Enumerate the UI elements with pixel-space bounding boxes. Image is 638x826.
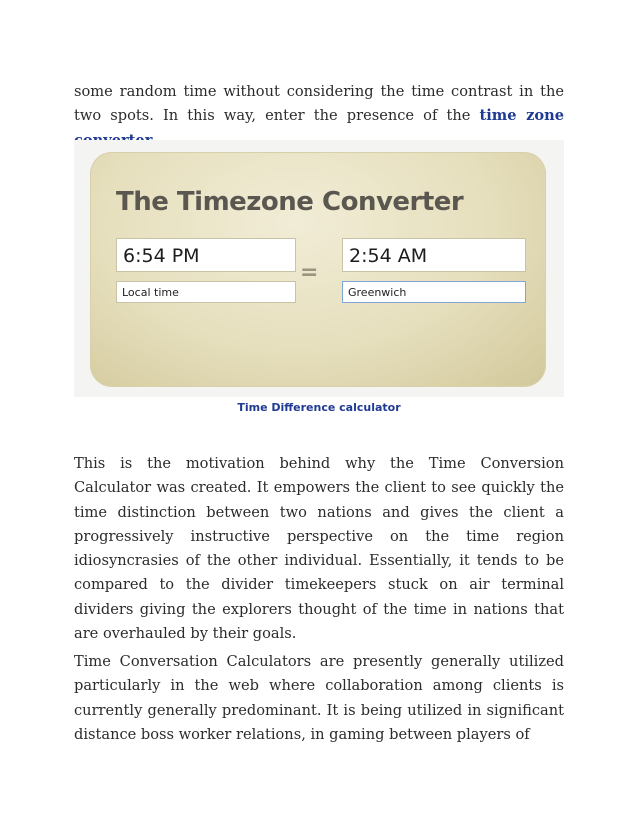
greenwich-label-field[interactable]: Greenwich <box>342 281 526 303</box>
time-zone-converter-link[interactable]: time zone <box>479 107 564 125</box>
intro-text: some random time without considering the time contrast in the two spots. In this way, enter the presence of the <box>74 83 564 125</box>
equals-icon: = <box>300 260 319 285</box>
widget-title: The Timezone Converter <box>116 187 464 217</box>
greenwich-time-field[interactable]: 2:54 AM <box>342 238 526 272</box>
figure-caption: Time Difference calculator <box>237 401 401 414</box>
local-time-field[interactable]: 6:54 PM <box>116 238 296 272</box>
local-time-label-field[interactable]: Local time <box>116 281 296 303</box>
timezone-converter-figure <box>74 140 564 397</box>
body-paragraph-1: This is the motivation behind why the Time Conversion Calculator was created. It empowers the client to see quickly the time distinction between two nations and gives the client a progressively instructive perspective on the time region idiosyncrasies of the other individual. Essentially, it tends to be compared to the divider timekeepers stuck on air terminal dividers giving the explorers thought of the time in nations that are overhauled by their goals. <box>74 455 564 643</box>
converter-widget <box>90 152 546 387</box>
body-paragraph-2: Time Conversation Calculators are presently generally utilized particularly in the web where collaboration among clients is currently generally predominant. It is being utilized in significant distance boss worker relations, in gaming between players of <box>74 653 564 743</box>
